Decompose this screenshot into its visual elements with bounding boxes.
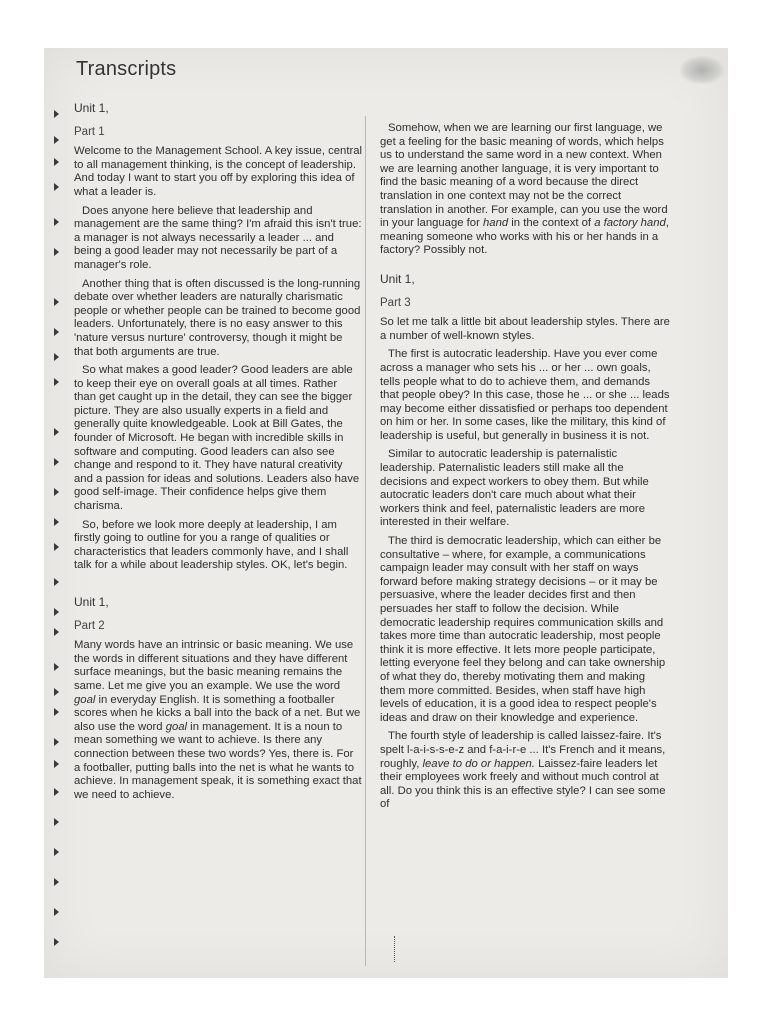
margin-bullet [54, 248, 59, 256]
unit-heading: Unit 1, [74, 595, 109, 609]
margin-bullet [54, 543, 59, 551]
paragraph: So, before we look more deeply at leadership, I am firstly going to outline for you a range of qualities or characteristics that leaders commonly have, and I shall talk for a while about leadership styles. OK, let's begin. [74, 518, 349, 572]
column-divider [365, 116, 366, 966]
margin-bullet [54, 328, 59, 336]
margin-bullet [54, 488, 59, 496]
margin-bullet [54, 848, 59, 856]
margin-bullet [54, 738, 59, 746]
paragraph: So let me talk a little bit about leadership styles. There are a number of well-known styles. [380, 316, 670, 342]
paragraph: Somehow, when we are learning our first language, we get a feeling for the basic meaning of words, which helps us to understand the same word in a new context. When we are learning another language, it is very important to find the basic meaning of a word because the direct translation in one context may not be the correct translation in another. For example, can you use the word in your language for hand in the context of a factory hand, meaning someone who works with his or her hands in a factory? Possibly not. [380, 122, 669, 257]
margin-bullet [54, 688, 59, 696]
part-heading: Part 2 [74, 619, 105, 632]
margin-bullet [54, 136, 59, 144]
margin-bullet [54, 458, 59, 466]
margin-bullet [54, 218, 59, 226]
margin-bullet [54, 878, 59, 886]
margin-bullet [54, 663, 59, 671]
part-heading: Part 3 [380, 296, 411, 309]
margin-bullet [54, 158, 59, 166]
paragraph: Similar to autocratic leadership is paternalistic leadership. Paternalistic leaders still make all the decisions and expect workers to obey them. But while autocratic leaders don't care much about what their workers think and feel, paternalistic leaders are more interested in their welfare. [380, 448, 649, 529]
paragraph: Does anyone here believe that leadership and management are the same thing? I'm afraid this isn't true: a manager is not always necessarily a leader ... and being a good leader may not necessarily be part of a manager's role. [74, 204, 362, 271]
margin-bullet [54, 578, 59, 586]
margin-bullet [54, 938, 59, 946]
scan-smudge [680, 56, 724, 84]
paragraph: Welcome to the Management School. A key issue, central to all management thinking, is the concept of leadership. And today I want to start you off by exploring this idea of what a leader is. [74, 145, 363, 198]
left-column [74, 102, 362, 807]
paragraph: The third is democratic leadership, which can either be consultative – where, for example, a communications campaign leader may consult with her staff on ways forward before making strategy decisions – or it may be persuasive, where the leader decides first and then persuades her staff to follow the decision. While democratic leadership requires communication skills and takes more time than autocratic leadership, most people think it is more effective. It lets more people participate, letting everyone feel they belong and can take ownership of what they do, thereby motivating them and making them more committed. Besides, when staff have high levels of education, it is a good idea to respect people's ideas and draw on their knowledge and experience. [380, 535, 666, 724]
margin-bullet [54, 353, 59, 361]
margin-bullet [54, 628, 59, 636]
scan-mark [394, 936, 395, 962]
margin-bullet [54, 110, 59, 118]
part-heading: Part 1 [74, 125, 105, 138]
margin-bullet [54, 518, 59, 526]
document-page [44, 48, 728, 978]
margin-bullet [54, 428, 59, 436]
unit-heading: Unit 1, [380, 271, 415, 286]
paragraph: So what makes a good leader? Good leaders are able to keep their eye on overall goals at all times. Rather than get caught up in the detail, they can see the bigger picture. They are also usually experts in a field and generally quite knowledgeable. Look at Bill Gates, the founder of Microsoft. He began with incredible skills in software and computing. Good leaders can also see change and respond to it. They have natural creativity and a passion for ideas and solutions. Leaders also have good self-image. Their confidence helps give them charisma. [74, 364, 360, 513]
margin-bullet [54, 298, 59, 306]
paragraph: Many words have an intrinsic or basic meaning. We use the words in different situations and they have different surface meanings, but the basic meaning remains the same. Let me give you an example. We use the word goal in everyday English. It is something a footballer scores when he kicks a ball into the back of a net. But we also use the word goal in management. It is a noun to mean something we want to achieve. Is there any connection between these two words? Yes, there is. For a footballer, putting balls into the net is what he wants to achieve. In management speak, it is something exact that we need to achieve. [74, 639, 362, 801]
margin-bullet [54, 183, 59, 191]
right-column [380, 122, 670, 817]
margin-bullet [54, 378, 59, 386]
margin-bullets [54, 48, 62, 978]
paragraph: The first is autocratic leadership. Have you ever come across a manager who sets his ... or her ... own goals, tells people what to do to achieve them, and demands that people obey? In this case, those he ... or she ... leads may become either dissatisfied or perhaps too dependent on him or her. In some cases, like the military, this kind of leadership is useful, but generally in business it is not. [380, 348, 670, 442]
margin-bullet [54, 760, 59, 768]
unit-heading: Unit 1, [74, 101, 109, 115]
page-title: Transcripts [76, 58, 177, 80]
paragraph: Another thing that is often discussed is the long-running debate over whether leaders are naturally charismatic people or whether people can be trained to become good leaders. Unfortunately, there is no easy answer to this 'nature versus nurture' controversy, though it might be that both arguments are true. [74, 277, 361, 358]
margin-bullet [54, 788, 59, 796]
margin-bullet [54, 908, 59, 916]
margin-bullet [54, 608, 59, 616]
margin-bullet [54, 708, 59, 716]
margin-bullet [54, 818, 59, 826]
paragraph: The fourth style of leadership is called laissez-faire. It's spelt l-a-i-s-s-e-z and f-a-i-r-e ... It's French and it means, roughly, leave to do or happen. Laissez-faire leaders let their employees work freely and without much control at all. Do you think this is an effective style? I can see some of [380, 730, 666, 811]
